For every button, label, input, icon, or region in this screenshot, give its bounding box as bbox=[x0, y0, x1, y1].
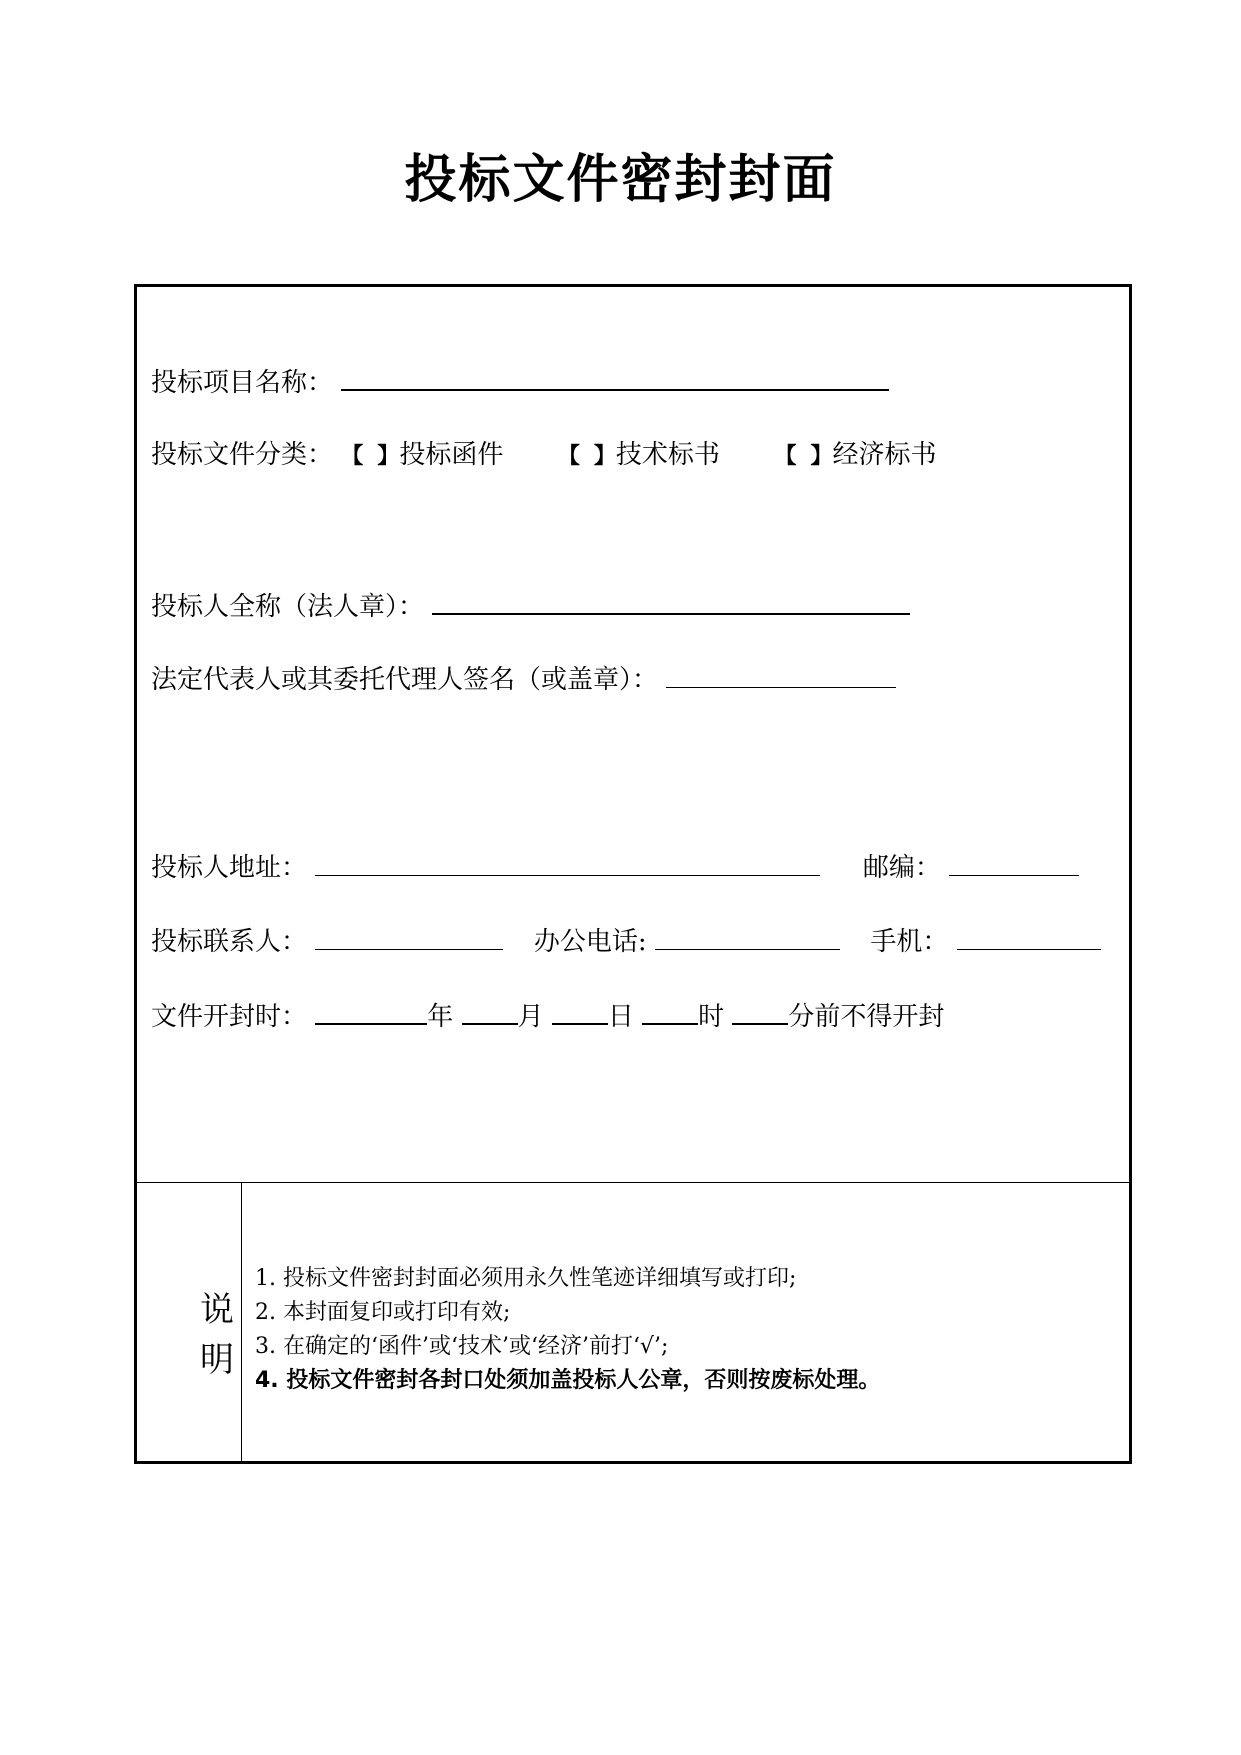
bidder-name-field[interactable] bbox=[432, 587, 910, 615]
note-item-2: 2. 本封面复印或打印有效; bbox=[255, 1300, 511, 1325]
project-name-label: 投标项目名称： bbox=[151, 368, 334, 398]
bidder-name-label: 投标人全称（法人章）： bbox=[151, 592, 425, 622]
mobile-field[interactable] bbox=[957, 923, 1101, 950]
postcode-label: 邮编： bbox=[862, 853, 941, 883]
mobile-label: 手机： bbox=[870, 927, 949, 957]
signature-row bbox=[151, 661, 896, 697]
notes-heading-char-2: 明 bbox=[200, 1340, 234, 1380]
notes-heading bbox=[197, 1285, 237, 1385]
checkbox-technical-bracket-close: 】 bbox=[593, 444, 616, 469]
checkbox-technical-bracket-open: 【 bbox=[557, 444, 580, 469]
notes-divider bbox=[137, 1182, 1129, 1183]
page-title: 投标文件密封封面 bbox=[404, 150, 837, 210]
notes-column-divider bbox=[241, 1182, 242, 1464]
signature-field[interactable] bbox=[666, 661, 896, 688]
category-row bbox=[151, 437, 936, 473]
note-item-4: 4. 投标文件密封各封口处须加盖投标人公章，否则按废标处理。 bbox=[255, 1368, 881, 1393]
bidder-name-row bbox=[151, 587, 910, 623]
note-item-1: 1. 投标文件密封封面必须用永久性笔迹详细填写或打印; bbox=[255, 1266, 797, 1291]
notes-heading-char-1: 说 bbox=[200, 1290, 234, 1330]
opening-hour-field[interactable] bbox=[642, 997, 698, 1025]
cover-form-frame bbox=[134, 284, 1132, 1464]
address-field[interactable] bbox=[315, 849, 820, 876]
category-option-letter: 投标函件 bbox=[399, 440, 504, 470]
postcode-field[interactable] bbox=[949, 849, 1079, 876]
checkbox-letter-bracket-open: 【 bbox=[341, 444, 364, 469]
address-row bbox=[151, 849, 1079, 885]
signature-label: 法定代表人或其委托代理人签名（或盖章）： bbox=[151, 665, 659, 695]
checkbox-economic-bracket-open: 【 bbox=[774, 444, 797, 469]
category-option-economic: 经济标书 bbox=[832, 440, 937, 470]
month-label: 月 bbox=[517, 1002, 544, 1032]
opening-time-row bbox=[151, 997, 944, 1033]
contact-field[interactable] bbox=[315, 923, 503, 950]
opening-day-field[interactable] bbox=[552, 997, 608, 1025]
contact-label: 投标联系人： bbox=[151, 927, 308, 957]
project-name-row bbox=[151, 363, 889, 399]
office-phone-field[interactable] bbox=[655, 923, 840, 950]
checkbox-letter-bracket-close: 】 bbox=[377, 444, 400, 469]
opening-year-field[interactable] bbox=[315, 997, 427, 1025]
checkbox-economic-bracket-close: 】 bbox=[810, 444, 833, 469]
year-label: 年 bbox=[427, 1002, 454, 1032]
minute-suffix-label: 分前不得开封 bbox=[788, 1002, 945, 1032]
opening-minute-field[interactable] bbox=[732, 997, 788, 1025]
office-phone-label: 办公电话: bbox=[533, 927, 647, 957]
address-label: 投标人地址： bbox=[151, 853, 308, 883]
hour-label: 时 bbox=[698, 1002, 725, 1032]
opening-label: 文件开封时： bbox=[151, 1002, 308, 1032]
category-option-technical: 技术标书 bbox=[615, 440, 720, 470]
category-label: 投标文件分类： bbox=[151, 440, 334, 470]
contact-row bbox=[151, 923, 1101, 959]
opening-month-field[interactable] bbox=[462, 997, 518, 1025]
day-label: 日 bbox=[607, 1002, 634, 1032]
note-item-3: 3. 在确定的‘函件’或‘技术’或‘经济’前打‘√’; bbox=[255, 1334, 669, 1359]
project-name-field[interactable] bbox=[341, 363, 889, 391]
